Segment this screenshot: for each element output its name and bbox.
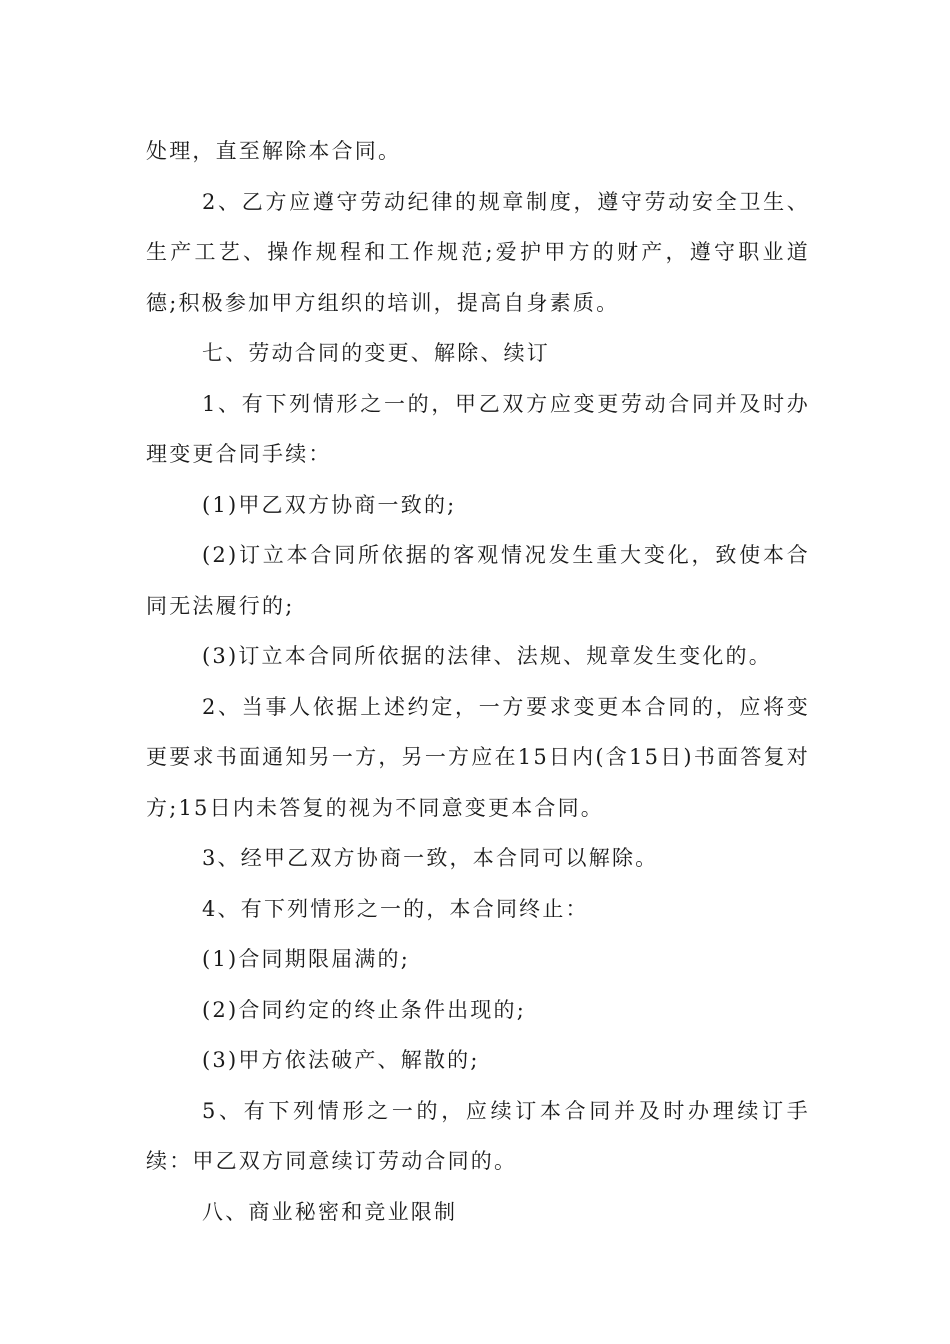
paragraph-clause-2-discipline: 2、乙方应遵守劳动纪律的规章制度，遵守劳动安全卫生、生产工艺、操作规程和工作规范;爱护甲方的财产，遵守职业道德;积极参加甲方组织的培训，提高自身素质。 [146, 189, 810, 315]
list-item-change-3: (3)订立本合同所依据的法律、法规、规章发生变化的。 [202, 644, 772, 668]
paragraph-continuation: 处理，直至解除本合同。 [146, 139, 402, 163]
list-item-end-2: (2)合同约定的终止条件出现的; [202, 997, 527, 1022]
list-item-end-3: (3)甲方依法破产、解散的; [202, 1048, 480, 1072]
paragraph-clause-2-notice: 2、当事人依据上述约定，一方要求变更本合同的，应将变更要求书面通知另一方，另一方应在15日内(含15日)书面答复对方;15日内未答复的视为不同意变更本合同。 [146, 694, 810, 820]
paragraph-clause-5-renewal: 5、有下列情形之一的，应续订本合同并及时办理续订手续：甲乙双方同意续订劳动合同的。 [146, 1098, 810, 1173]
paragraph-clause-4-end: 4、有下列情形之一的，本合同终止： [202, 896, 589, 921]
list-item-end-1: (1)合同期限届满的; [202, 947, 411, 971]
list-item-change-1: (1)甲乙双方协商一致的; [202, 492, 457, 517]
section-heading-7: 七、劳动合同的变更、解除、续订 [202, 341, 550, 365]
list-item-change-2: (2)订立本合同所依据的客观情况发生重大变化，致使本合同无法履行的; [146, 543, 810, 618]
paragraph-clause-1-change: 1、有下列情形之一的，甲乙双方应变更劳动合同并及时办理变更合同手续： [146, 391, 810, 466]
paragraph-clause-3-termination: 3、经甲乙双方协商一致，本合同可以解除。 [202, 846, 659, 870]
document-body [146, 126, 810, 1237]
section-heading-8: 八、商业秘密和竞业限制 [202, 1199, 458, 1224]
